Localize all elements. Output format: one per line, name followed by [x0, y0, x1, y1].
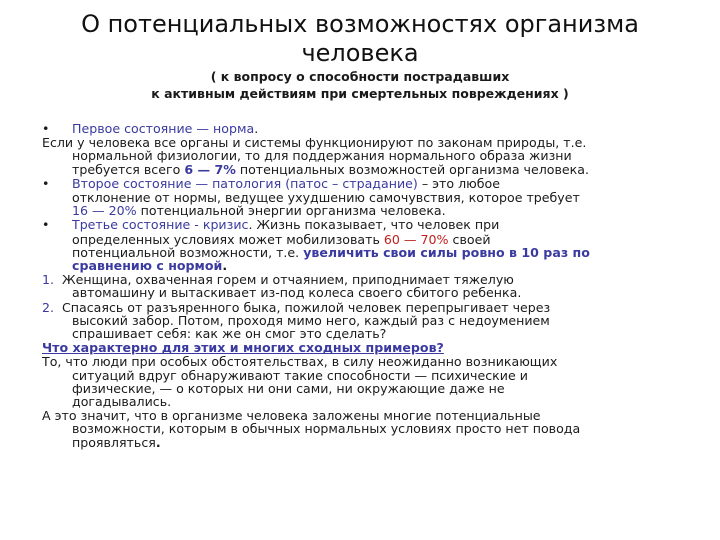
title-line-2: человека — [301, 39, 419, 67]
answer-1-line: догадывались. — [72, 394, 172, 410]
answer-1-line: ситуаций вдруг обнаруживают такие способности — психические и — [72, 367, 528, 383]
answer-2-line: возможности, которым в обычных нормальных условиях просто нет повода — [72, 421, 581, 437]
paragraph-2 — [42, 191, 692, 217]
answer-2-line: А это значит, что в организме человека заложены многие потенциальные — [42, 408, 541, 424]
slide-title — [80, 10, 640, 68]
example-2-line — [42, 301, 692, 314]
question-text: Что характерно для этих и многих сходных примеров? — [42, 340, 444, 356]
text-fragment: . — [155, 434, 161, 450]
bullet-marker: • — [42, 217, 50, 233]
example-2-line: высокий забор. Потом, проходя мимо него, каждый раз с недоумением — [72, 312, 550, 328]
highlight-text: увеличить свои силы ровно в 10 раз по — [303, 244, 590, 260]
percent-value: 60 — 70% — [383, 231, 449, 247]
text-fragment: . — [222, 258, 228, 274]
paragraph-1-line — [42, 163, 692, 176]
highlight-text: сравнению с нормой — [72, 258, 223, 274]
bullet-1-heading-end: . — [254, 121, 259, 136]
text-fragment: своей — [448, 231, 491, 247]
example-1-line: автомашину и вытаскивает из-под колеса своего сбитого ребенка. — [72, 285, 522, 301]
bullet-marker: • — [42, 175, 50, 191]
paragraph-2-line — [42, 204, 692, 217]
percent-value: 16 — 20% — [72, 203, 137, 219]
subtitle-line-2: к активным действиям при смертельных повреждениях ) — [151, 86, 569, 101]
question — [42, 341, 692, 354]
subtitle-line-1: ( к вопросу о способности пострадавших — [210, 69, 510, 84]
paragraph-1-line: Если у человека все органы и системы функционируют по законам природы, т.е. — [42, 135, 587, 151]
paragraph-3-line — [42, 259, 692, 272]
text-fragment: потенциальной энергии организма человека. — [136, 203, 446, 219]
answer-2-line — [42, 436, 692, 449]
example-number: 2. — [42, 299, 55, 315]
example-2 — [42, 301, 692, 341]
text-fragment: требуется всего — [72, 161, 185, 177]
slide-body — [42, 122, 692, 450]
text-fragment: Женщина, охваченная горем и отчаянием, приподнимает тяжелую — [62, 272, 514, 288]
answer-1-line: То, что люди при особых обстоятельствах, в силу неожиданно возникающих — [42, 354, 558, 370]
answer-1-line: физические, — о которых ни они сами, ни окружающие даже не — [72, 380, 505, 396]
paragraph-1-line: нормальной физиологии, то для поддержания нормального образа жизни — [72, 148, 572, 164]
text-fragment: проявляться — [72, 434, 156, 450]
text-fragment: Спасаясь от разъяренного быка, пожилой человек перепрыгивает через — [62, 299, 551, 315]
example-number: 1. — [42, 272, 55, 288]
bullet-1-heading: Первое состояние — норма — [72, 121, 255, 136]
bullet-3-text: . Жизнь показывает, что человек при — [248, 217, 500, 233]
bullet-2-heading: Второе состояние — патология (патос – страдание) — [72, 175, 418, 191]
bullet-3 — [42, 218, 692, 231]
paragraph-1 — [42, 136, 692, 176]
text-fragment: определенных условиях может мобилизовать — [72, 231, 384, 247]
bullet-2-text: – это любое — [417, 175, 500, 191]
text-fragment: потенциальных возможностей организма человека. — [235, 161, 589, 177]
answer-2 — [42, 409, 692, 449]
bullet-3-heading: Третье состояние - кризис — [72, 217, 249, 233]
bullet-2 — [42, 177, 692, 190]
paragraph-3 — [42, 233, 692, 273]
percent-value: 6 — 7% — [184, 161, 236, 177]
example-1 — [42, 273, 692, 299]
example-2-line: спрашивает себя: как же он смог это сделать? — [72, 326, 387, 342]
paragraph-2-line: отклонение от нормы, ведущее ухудшению самочувствия, которое требует — [72, 190, 580, 206]
text-fragment: потенциальной возможности, т.е. — [72, 244, 304, 260]
title-line-1: О потенциальных возможностях организма — [81, 10, 639, 38]
slide-subtitle — [40, 68, 680, 102]
bullet-1 — [42, 122, 692, 135]
answer-1 — [42, 355, 692, 408]
bullet-marker: • — [42, 121, 50, 136]
